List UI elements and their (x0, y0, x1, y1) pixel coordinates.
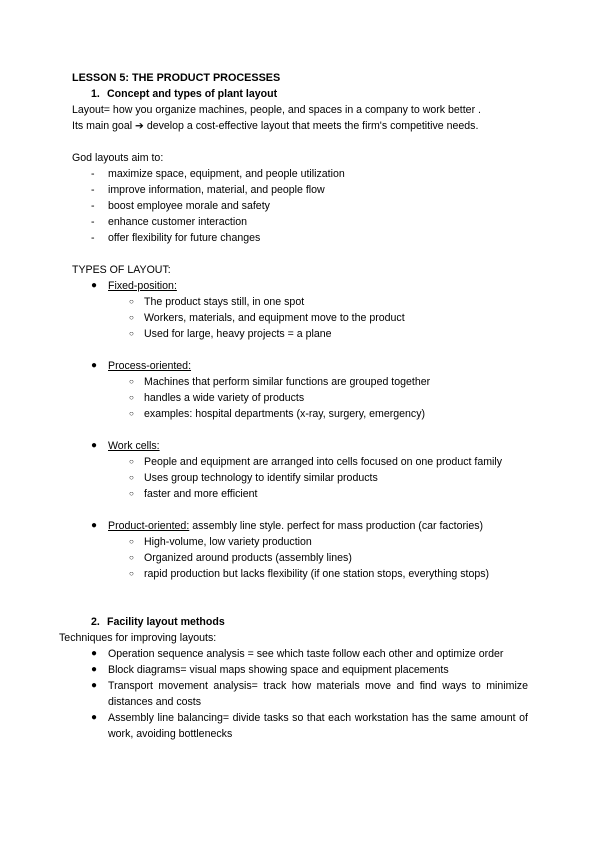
point-text: handles a wide variety of products (144, 392, 305, 404)
bullet-marker: ● (91, 360, 98, 371)
types-list (72, 278, 528, 342)
aim-text: offer flexibility for future changes (108, 232, 261, 244)
bullet-marker: ● (91, 520, 98, 531)
type-name: Fixed-position: (108, 280, 177, 292)
circle-marker: ○ (129, 409, 134, 418)
circle-marker: ○ (129, 313, 134, 322)
type-description: assembly line style. perfect for mass production (car factories) (189, 520, 484, 532)
list-item (108, 550, 528, 566)
section-1-number: 1. (91, 88, 100, 100)
sub-list (72, 374, 528, 422)
type-name: Work cells: (108, 440, 160, 452)
types-list (72, 438, 528, 502)
circle-marker: ○ (129, 537, 134, 546)
layout-goal: Its main goal ➔ develop a cost-effective layout that meets the firm's competitive needs. (72, 120, 479, 132)
type-process-oriented (72, 358, 528, 422)
list-item (108, 326, 528, 342)
sub-list (72, 454, 528, 502)
type-name: Product-oriented: (108, 520, 190, 532)
section-2-heading (72, 614, 528, 630)
method-text: Assembly line balancing= divide tasks so that each workstation has the same amount of work, avoiding bottlenecks (108, 712, 528, 740)
list-item (108, 406, 528, 422)
sub-list (72, 294, 528, 342)
list-item (72, 678, 528, 710)
list-item (108, 534, 528, 550)
bullet-marker: ● (91, 280, 98, 291)
sub-list (72, 534, 528, 582)
list-item (108, 374, 528, 390)
bullet-marker: ● (91, 712, 98, 723)
point-text: High-volume, low variety production (144, 536, 312, 548)
methods-list (72, 646, 528, 742)
list-item (72, 710, 528, 742)
types-list (72, 358, 528, 422)
circle-marker: ○ (129, 457, 134, 466)
list-item (108, 470, 528, 486)
bullet-marker: ● (91, 664, 98, 675)
methods-intro: Techniques for improving layouts: (59, 632, 217, 644)
dash-marker: - (91, 216, 95, 228)
layout-definition: Layout= how you organize machines, people, and spaces in a company to work better . (72, 104, 481, 116)
circle-marker: ○ (129, 473, 134, 482)
dash-marker: - (91, 184, 95, 196)
circle-marker: ○ (129, 297, 134, 306)
point-text: Uses group technology to identify similar products (144, 472, 378, 484)
type-product-oriented (72, 518, 528, 582)
method-text: Block diagrams= visual maps showing space and equipment placements (108, 664, 449, 676)
point-text: People and equipment are arranged into cells focused on one product family (144, 456, 503, 468)
point-text: Organized around products (assembly lines) (144, 552, 352, 564)
circle-marker: ○ (129, 569, 134, 578)
circle-marker: ○ (129, 489, 134, 498)
point-text: faster and more efficient (144, 488, 258, 500)
circle-marker: ○ (129, 553, 134, 562)
types-label: TYPES OF LAYOUT: (72, 264, 171, 276)
type-fixed-position (72, 278, 528, 342)
type-work-cells (72, 438, 528, 502)
aim-text: boost employee morale and safety (108, 200, 270, 212)
list-item (72, 662, 528, 678)
aim-text: enhance customer interaction (108, 216, 247, 228)
dash-marker: - (91, 232, 95, 244)
list-item (72, 198, 528, 214)
list-item (108, 294, 528, 310)
method-text: Transport movement analysis= track how materials move and find ways to minimize distances and costs (108, 680, 528, 708)
bullet-marker: ● (91, 680, 98, 691)
document-page (59, 70, 528, 742)
list-item (108, 454, 528, 470)
list-item (72, 182, 528, 198)
circle-marker: ○ (129, 377, 134, 386)
dash-marker: - (91, 200, 95, 212)
bullet-marker: ● (91, 648, 98, 659)
point-text: Machines that perform similar functions are grouped together (144, 376, 431, 388)
circle-marker: ○ (129, 329, 134, 338)
list-item (72, 646, 528, 662)
section-1-title: Concept and types of plant layout (107, 88, 278, 100)
point-text: rapid production but lacks flexibility (if one station stops, everything stops) (144, 568, 490, 580)
list-item (72, 214, 528, 230)
circle-marker: ○ (129, 393, 134, 402)
list-item (72, 230, 528, 246)
type-name: Process-oriented: (108, 360, 192, 372)
dash-marker: - (91, 168, 95, 180)
point-text: Workers, materials, and equipment move to the product (144, 312, 405, 324)
aim-text: maximize space, equipment, and people utilization (108, 168, 345, 180)
point-text: The product stays still, in one spot (144, 296, 305, 308)
lesson-title: LESSON 5: THE PRODUCT PROCESSES (72, 72, 281, 84)
section-2-title: Facility layout methods (107, 616, 225, 628)
point-text: examples: hospital departments (x-ray, surgery, emergency) (144, 408, 426, 420)
list-item (72, 166, 528, 182)
section-2-number: 2. (91, 616, 100, 628)
aims-label: God layouts aim to: (72, 152, 164, 164)
list-item (108, 310, 528, 326)
point-text: Used for large, heavy projects = a plane (144, 328, 332, 340)
list-item (108, 390, 528, 406)
bullet-marker: ● (91, 440, 98, 451)
types-list (72, 518, 528, 582)
list-item (108, 486, 528, 502)
method-text: Operation sequence analysis = see which taste follow each other and optimize order (108, 648, 504, 660)
aim-text: improve information, material, and people flow (108, 184, 325, 196)
aims-list (72, 166, 528, 246)
section-1-heading (72, 86, 528, 102)
list-item (108, 566, 528, 582)
